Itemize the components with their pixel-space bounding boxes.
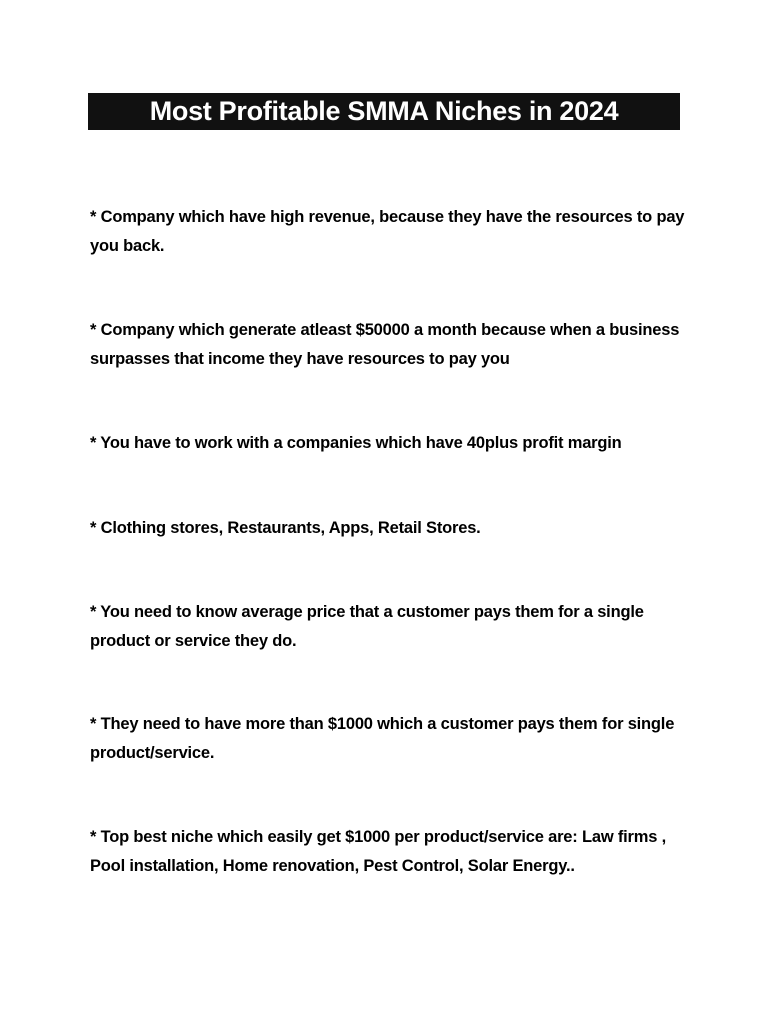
point-profit-margin: * You have to work with a companies which have 40plus profit margin: [90, 434, 622, 452]
point-high-revenue: * Company which have high revenue, because they have the resources to pay you back.: [90, 208, 685, 255]
point-business-types: * Clothing stores, Restaurants, Apps, Retail Stores.: [90, 519, 481, 537]
point-average-price: * You need to know average price that a customer pays them for a single product or service they do.: [90, 603, 644, 650]
title-banner: [88, 93, 680, 130]
page-title: Most Profitable SMMA Niches in 2024: [149, 96, 619, 126]
point-monthly-income: * Company which generate atleast $50000 a month because when a business surpasses that income they have resources to pay you: [90, 321, 680, 368]
point-price-threshold: * They need to have more than $1000 which a customer pays them for single product/service.: [90, 715, 675, 762]
point-top-niches: * Top best niche which easily get $1000 per product/service are: Law firms , Pool installation, Home renovation, Pest Control, Solar Energy..: [90, 828, 666, 875]
